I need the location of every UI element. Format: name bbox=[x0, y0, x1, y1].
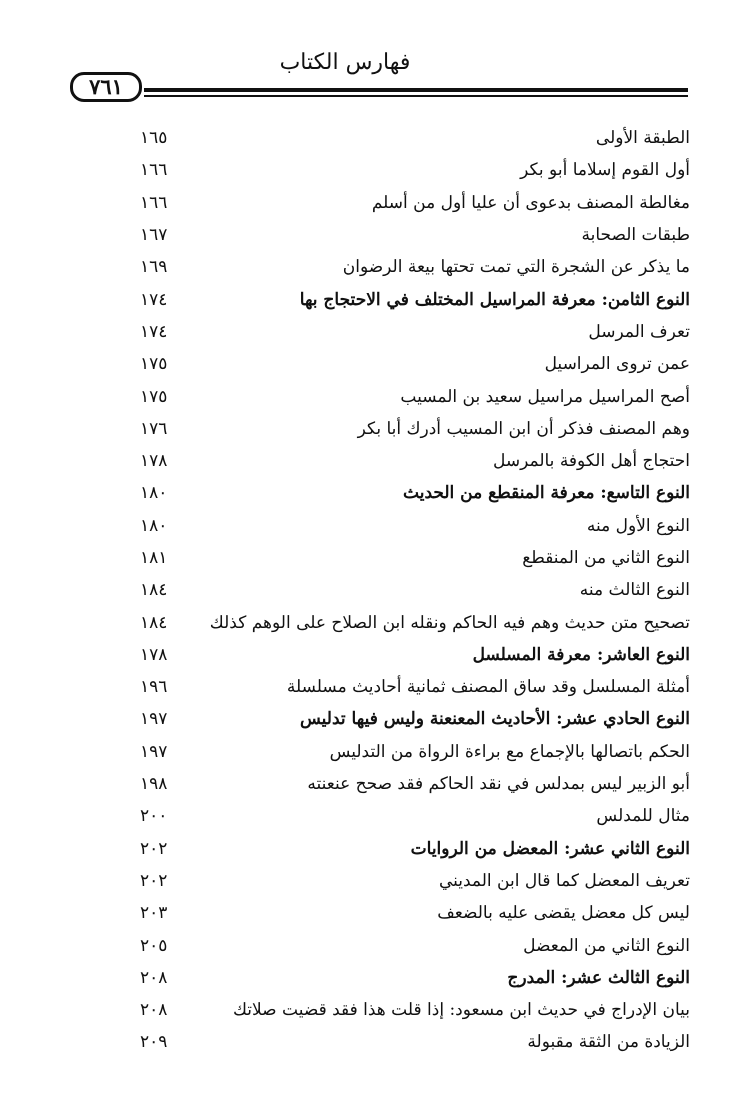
toc-entry-page-number: ٢٠٥ bbox=[140, 935, 168, 956]
toc-entry-title: وهم المصنف فذكر أن ابن المسيب أدرك أبا بكر bbox=[357, 418, 690, 439]
toc-entry-page-number: ١٨٤ bbox=[140, 580, 168, 601]
toc-entry bbox=[140, 800, 690, 832]
toc-entry bbox=[140, 413, 690, 445]
toc-entry-title: أمثلة المسلسل وقد ساق المصنف ثمانية أحاديث مسلسلة bbox=[286, 677, 690, 698]
toc-entry bbox=[140, 606, 690, 638]
toc-entry-title: النوع التاسع: معرفة المنقطع من الحديث bbox=[403, 483, 690, 504]
toc-entry-page-number: ١٧٨ bbox=[140, 451, 168, 472]
toc-entry bbox=[140, 380, 690, 412]
page-number-badge: ٧٦١ bbox=[70, 72, 142, 102]
toc-entry bbox=[140, 865, 690, 897]
toc-entry-page-number: ١٧٦ bbox=[140, 418, 168, 439]
toc-entry-page-number: ١٩٧ bbox=[140, 709, 168, 730]
toc-entry bbox=[140, 542, 690, 574]
toc-entry-title: أول القوم إسلاما أبو بكر bbox=[520, 160, 690, 181]
toc-entry-page-number: ١٦٦ bbox=[140, 192, 168, 213]
header-rule-thick bbox=[144, 88, 688, 92]
toc-entry-page-number: ٢٠٢ bbox=[140, 838, 168, 859]
toc-entry-page-number: ١٨٤ bbox=[140, 612, 168, 633]
toc-entry-page-number: ١٩٨ bbox=[140, 774, 168, 795]
toc-section-heading bbox=[140, 283, 690, 315]
toc-entry-title: طبقات الصحابة bbox=[581, 225, 690, 246]
toc-entry bbox=[140, 736, 690, 768]
toc-entry bbox=[140, 929, 690, 961]
toc-section-heading bbox=[140, 703, 690, 735]
toc-entry-title: النوع الثالث عشر: المدرج bbox=[507, 967, 690, 988]
toc-entry bbox=[140, 1026, 690, 1058]
toc-entry-title: النوع الثاني من المنقطع bbox=[522, 548, 690, 568]
toc-section-heading bbox=[140, 639, 690, 671]
toc-entry bbox=[140, 316, 690, 348]
toc-entry-title: النوع الثالث منه bbox=[579, 580, 690, 601]
toc-entry bbox=[140, 445, 690, 477]
running-header-title: فهارس الكتاب bbox=[279, 50, 411, 75]
toc-entry bbox=[140, 251, 690, 283]
toc-entry bbox=[140, 510, 690, 542]
toc-entry-page-number: ١٧٥ bbox=[140, 354, 168, 375]
toc-entry-page-number: ١٨٠ bbox=[140, 483, 168, 504]
table-of-contents bbox=[140, 122, 690, 1059]
toc-entry-title: تعريف المعضل كما قال ابن المديني bbox=[438, 870, 690, 891]
toc-entry-title: الطبقة الأولى bbox=[595, 128, 690, 149]
toc-entry bbox=[140, 219, 690, 251]
toc-entry-page-number: ١٨٠ bbox=[140, 515, 168, 536]
toc-entry-page-number: ١٦٧ bbox=[140, 225, 168, 246]
toc-entry-page-number: ١٩٧ bbox=[140, 741, 168, 762]
toc-entry-page-number: ١٦٦ bbox=[140, 160, 168, 181]
toc-entry-title: تعرف المرسل bbox=[588, 321, 690, 342]
toc-entry-title: مغالطة المصنف بدعوى أن عليا أول من أسلم bbox=[371, 192, 690, 213]
toc-entry-title: ليس كل معضل يقضى عليه بالضعف bbox=[437, 903, 690, 924]
toc-entry-page-number: ١٧٤ bbox=[140, 321, 168, 342]
toc-entry-title: أصح المراسيل مراسيل سعيد بن المسيب bbox=[400, 386, 690, 407]
toc-entry bbox=[140, 122, 690, 154]
toc-entry bbox=[140, 671, 690, 703]
toc-entry-title: النوع الحادي عشر: الأحاديث المعنعنة وليس فيها تدليس bbox=[300, 709, 690, 730]
header-rule-thin bbox=[144, 95, 688, 97]
toc-entry-page-number: ١٩٦ bbox=[140, 677, 168, 698]
toc-entry-title: الزيادة من الثقة مقبولة bbox=[527, 1032, 690, 1053]
toc-entry bbox=[140, 574, 690, 606]
toc-entry-title: النوع الثاني عشر: المعضل من الروايات bbox=[410, 838, 690, 859]
toc-entry-page-number: ٢٠٠ bbox=[140, 806, 168, 827]
toc-entry-title: النوع الثامن: معرفة المراسيل المختلف في الاحتجاج بها bbox=[299, 289, 690, 310]
toc-entry-page-number: ٢٠٩ bbox=[140, 1032, 168, 1053]
toc-entry bbox=[140, 187, 690, 219]
toc-entry-title: الحكم باتصالها بالإجماع مع براءة الرواة من التدليس bbox=[329, 741, 690, 762]
toc-entry bbox=[140, 994, 690, 1026]
toc-entry-title: عمن تروى المراسيل bbox=[544, 354, 690, 375]
toc-entry-page-number: ١٦٩ bbox=[140, 257, 168, 278]
toc-entry-title: بيان الإدراج في حديث ابن مسعود: إذا قلت هذا فقد قضيت صلاتك bbox=[232, 1000, 690, 1021]
toc-entry-page-number: ١٨١ bbox=[140, 548, 168, 568]
toc-entry-title: تصحيح متن حديث وهم فيه الحاكم ونقله ابن الصلاح على الوهم كذلك bbox=[209, 612, 690, 633]
toc-section-heading bbox=[140, 477, 690, 509]
toc-entry-title: ما يذكر عن الشجرة التي تمت تحتها بيعة الرضوان bbox=[342, 257, 690, 278]
toc-entry-page-number: ١٧٥ bbox=[140, 386, 168, 407]
toc-section-heading bbox=[140, 833, 690, 865]
toc-entry bbox=[140, 768, 690, 800]
toc-entry-title: أبو الزبير ليس بمدلس في نقد الحاكم فقد صحح عنعنته bbox=[307, 774, 690, 795]
toc-section-heading bbox=[140, 962, 690, 994]
toc-entry-page-number: ١٧٨ bbox=[140, 644, 168, 665]
toc-entry-page-number: ٢٠٢ bbox=[140, 870, 168, 891]
toc-entry-title: النوع الثاني من المعضل bbox=[523, 935, 690, 956]
toc-entry bbox=[140, 897, 690, 929]
toc-entry-title: احتجاج أهل الكوفة بالمرسل bbox=[493, 451, 690, 472]
toc-entry-page-number: ٢٠٣ bbox=[140, 903, 168, 924]
toc-entry bbox=[140, 348, 690, 380]
toc-entry-page-number: ٢٠٨ bbox=[140, 1000, 168, 1021]
toc-entry-title: النوع الأول منه bbox=[586, 515, 690, 536]
toc-entry-page-number: ١٧٤ bbox=[140, 289, 168, 310]
toc-entry-page-number: ١٦٥ bbox=[140, 128, 168, 149]
toc-entry-title: النوع العاشر: معرفة المسلسل bbox=[472, 644, 690, 665]
toc-entry-page-number: ٢٠٨ bbox=[140, 967, 168, 988]
toc-entry bbox=[140, 154, 690, 186]
toc-entry-title: مثال للمدلس bbox=[596, 806, 690, 827]
